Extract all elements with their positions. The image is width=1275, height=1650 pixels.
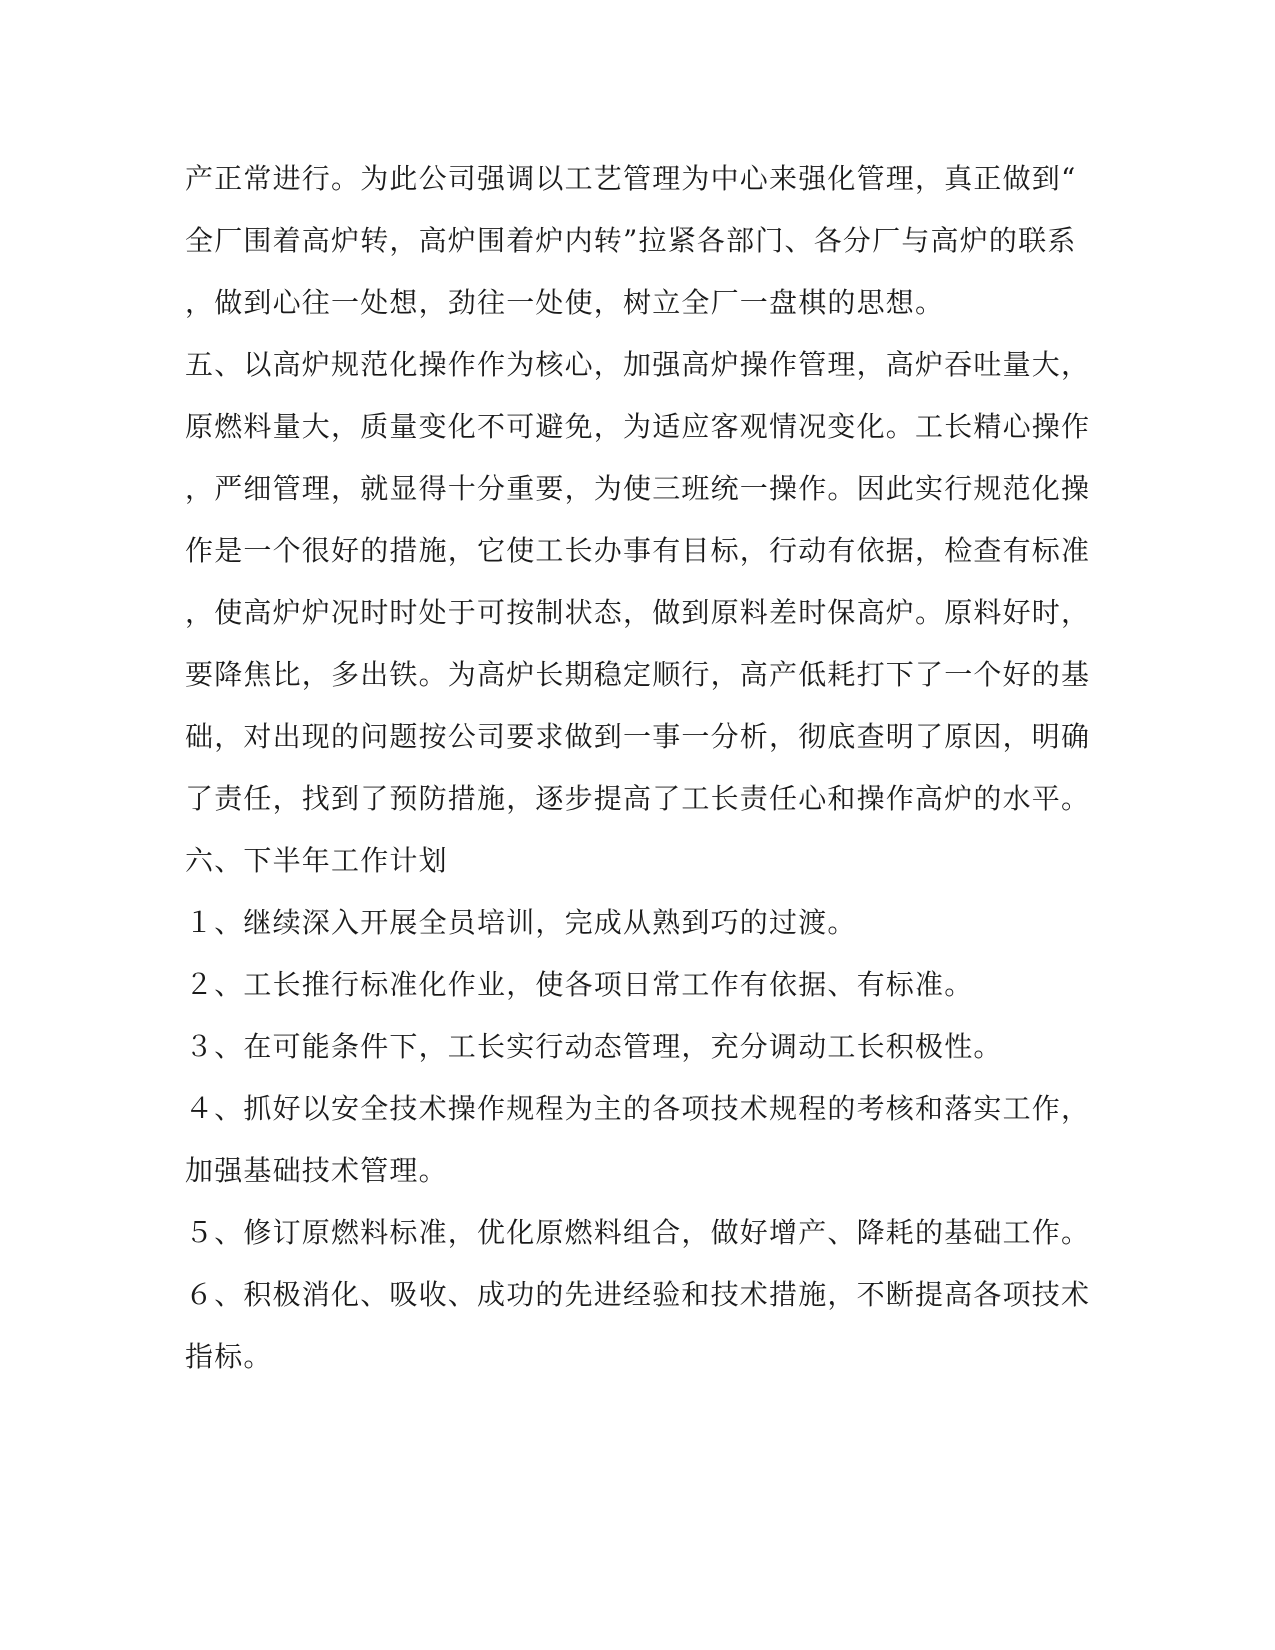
text-line: 原燃料量大，质量变化不可避免，为适应客观情况变化。工长精心操作 xyxy=(185,410,1091,443)
text-line: 础，对出现的问题按公司要求做到一事一分析，彻底查明了原因，明确 xyxy=(185,720,1091,753)
text-line: ，使高炉炉况时时处于可按制状态，做到原料差时保高炉。原料好时， xyxy=(185,596,1091,629)
plan-item: ６、积极消化、吸收、成功的先进经验和技术措施，不断提高各项技术 xyxy=(185,1278,1091,1311)
plan-item: ２、工长推行标准化作业，使各项日常工作有依据、有标准。 xyxy=(185,968,974,1001)
plan-item: １、继续深入开展全员培训，完成从熟到巧的过渡。 xyxy=(185,906,857,939)
section-heading: 六、下半年工作计划 xyxy=(185,844,448,877)
section-heading: 五、以高炉规范化操作作为核心，加强高炉操作管理，高炉吞吐量大， xyxy=(185,348,1091,381)
text-line: ，做到心往一处想，劲往一处使，树立全厂一盘棋的思想。 xyxy=(185,286,945,319)
text-line: 了责任，找到了预防措施，逐步提高了工长责任心和操作高炉的水平。 xyxy=(185,782,1091,815)
plan-item: ３、在可能条件下，工长实行动态管理，充分调动工长积极性。 xyxy=(185,1030,1003,1063)
text-line: 加强基础技术管理。 xyxy=(185,1154,448,1187)
text-line: 全厂围着高炉转，高炉围着炉内转”拉紧各部门、各分厂与高炉的联系 xyxy=(185,224,1077,257)
text-line: ，严细管理，就显得十分重要，为使三班统一操作。因此实行规范化操 xyxy=(185,472,1091,505)
text-line: 指标。 xyxy=(185,1340,273,1373)
plan-item: ５、修订原燃料标准，优化原燃料组合，做好增产、降耗的基础工作。 xyxy=(185,1216,1091,1249)
plan-item: ４、抓好以安全技术操作规程为主的各项技术规程的考核和落实工作， xyxy=(185,1092,1091,1125)
text-line: 作是一个很好的措施，它使工长办事有目标，行动有依据，检查有标准 xyxy=(185,534,1091,567)
text-line: 产正常进行。为此公司强调以工艺管理为中心来强化管理，真正做到“ xyxy=(185,162,1077,195)
text-line: 要降焦比，多出铁。为高炉长期稳定顺行，高产低耗打下了一个好的基 xyxy=(185,658,1091,691)
